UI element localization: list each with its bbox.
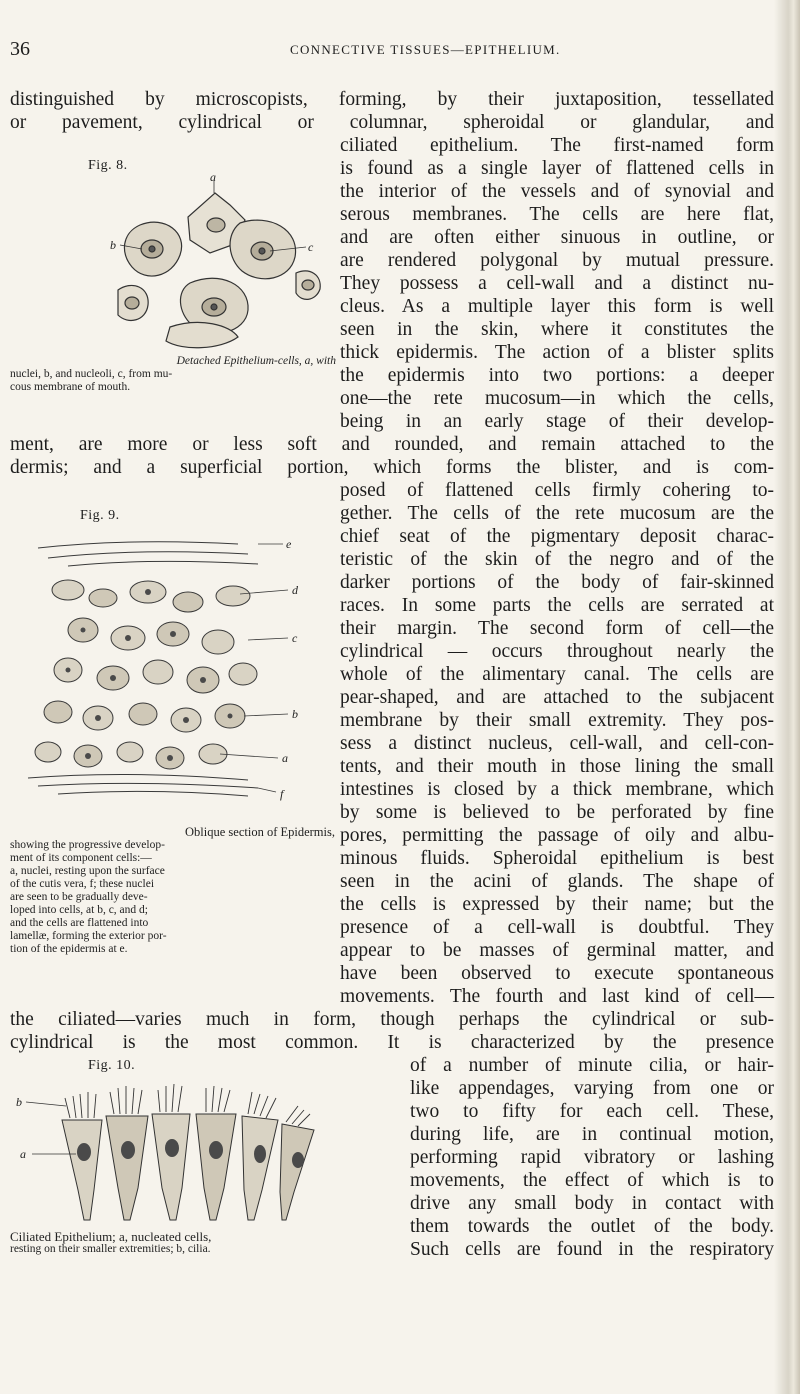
text-line: by some is believed to be perforated by fine (340, 802, 774, 823)
text-line: membrane by their small extremity. They pos- (340, 710, 774, 731)
figure-9-illustration (8, 530, 338, 830)
figure-9-letter-e: e (286, 537, 292, 551)
text-line: seen in the acini of glands. The shape of (340, 871, 774, 892)
text-line: teristic of the skin of the negro and of the (340, 549, 774, 570)
caption-line: nuclei, b, and nucleoli, c, from mu- (10, 368, 173, 380)
text-line: appear to be masses of germinal matter, and (340, 940, 774, 961)
text-line: during life, are in continual motion, (410, 1124, 774, 1145)
figure-10-illustration (10, 1080, 405, 1230)
text-line: chief seat of the pigmentary deposit charac- (340, 526, 774, 547)
figure-8-illustration (110, 175, 335, 353)
text-line: distinguished by microscopists, forming, by their juxtaposition, tessellated (10, 89, 774, 110)
text-line: ment, are more or less soft and rounded, and remain attached to the (10, 434, 774, 455)
text-line: like appendages, varying from one or (410, 1078, 774, 1099)
text-line: is found as a single layer of flattened cells in (340, 158, 774, 179)
page-number: 36 (10, 38, 30, 60)
text-line: cleus. As a multiple layer this form is well (340, 296, 774, 317)
text-line: the epidermis into two portions: a deeper (340, 365, 774, 386)
text-line: the ciliated—varies much in form, though perhaps the cylindrical or sub- (10, 1009, 774, 1030)
caption-line: a, nuclei, resting upon the surface (10, 865, 165, 877)
caption-line: Oblique section of Epidermis, (185, 825, 335, 839)
text-line: cylindrical — occurs throughout nearly the (340, 641, 774, 662)
figure-9-letter-a: a (282, 751, 288, 765)
text-line: whole of the alimentary canal. The cells are (340, 664, 774, 685)
figure-9-caption (10, 826, 335, 956)
text-line: the cells is expressed by their name; but the (340, 894, 774, 915)
figure-8-letter-b: b (110, 238, 116, 252)
text-line: intestines is closed by a thick membrane, which (340, 779, 774, 800)
figure-10-letter-a: a (20, 1147, 26, 1161)
text-line: presence of a cell-wall is doubtful. They (340, 917, 774, 938)
figure-10-letter-b: b (16, 1095, 22, 1109)
figure-8-letter-a: a (210, 175, 216, 184)
text-line: pear-shaped, and are attached to the subjacent (340, 687, 774, 708)
figure-8-letter-c: c (308, 240, 314, 254)
figure-9-letter-b: b (292, 707, 298, 721)
text-line: being in an early stage of their develop- (340, 411, 774, 432)
running-title: CONNECTIVE TISSUES—EPITHELIUM. (290, 42, 561, 57)
text-line: movements. The fourth and last kind of cell— (340, 986, 774, 1007)
text-line: them towards the outlet of the body. (410, 1216, 774, 1237)
figure-10-caption (10, 1230, 406, 1256)
caption-line: lamellæ, forming the exterior por- (10, 930, 167, 942)
text-line: cylindrical is the most common. It is characterized by the presence (10, 1032, 774, 1053)
figure-9-letter-d: d (292, 583, 298, 597)
text-line: of a number of minute cilia, or hair- (410, 1055, 774, 1076)
text-line: ciliated epithelium. The first-named form (340, 135, 774, 156)
text-line: and are often either sinuous in outline, or (340, 227, 774, 248)
figure-9-letter-f: f (280, 787, 284, 801)
text-line: drive any small body in contact with (410, 1193, 774, 1214)
text-line: dermis; and a superficial portion, which forms the blister, and is com- (10, 457, 774, 478)
caption-line: showing the progressive develop- (10, 839, 165, 851)
caption-line: tion of the epidermis at e. (10, 943, 128, 955)
figure-9-label: Fig. 9. (80, 508, 120, 523)
caption-line: Detached Epithelium-cells, a, with (176, 355, 336, 367)
text-line: posed of flattened cells firmly cohering to- (340, 480, 774, 501)
text-line: seen in the skin, where it constitutes the (340, 319, 774, 340)
page-header (0, 38, 800, 62)
text-line: have been observed to execute spontaneous (340, 963, 774, 984)
text-line: thick epidermis. The action of a blister splits (340, 342, 774, 363)
caption-line: resting on their smaller extremities; b, cilia. (10, 1243, 211, 1255)
figure-10-label: Fig. 10. (88, 1058, 136, 1073)
page-edge-shadow (774, 0, 800, 1394)
figure-8-caption (10, 355, 336, 394)
text-line: or pavement, cylindrical or columnar, spheroidal or glandular, and (10, 112, 774, 133)
text-line: movements, the effect of which is to (410, 1170, 774, 1191)
caption-line: of the cutis vera, f; these nuclei (10, 878, 155, 890)
text-line: gether. The cells of the rete mucosum are the (340, 503, 774, 524)
text-line: tents, and their mouth in those lining the small (340, 756, 774, 777)
figure-9-letter-c: c (292, 631, 298, 645)
caption-line: Ciliated Epithelium; a, nucleated cells, (10, 1229, 212, 1244)
caption-line: and the cells are flattened into (10, 917, 149, 929)
caption-line: are seen to be gradually deve- (10, 891, 148, 903)
text-line: one—the rete mucosum—in which the cells, (340, 388, 774, 409)
text-line: Such cells are found in the respiratory (410, 1239, 774, 1260)
text-line: darker portions of the body of fair-skinned (340, 572, 774, 593)
text-line: the interior of the vessels and of synovial and (340, 181, 774, 202)
caption-line: cous membrane of mouth. (10, 381, 131, 393)
caption-line: ment of its component cells:— (10, 852, 152, 864)
text-line: sess a distinct nucleus, cell-wall, and cell-con- (340, 733, 774, 754)
text-line: They possess a cell-wall and a distinct nu- (340, 273, 774, 294)
text-line: pores, permitting the passage of oily and albu- (340, 825, 774, 846)
text-line: races. In some parts the cells are serrated at (340, 595, 774, 616)
text-line: are rendered polygonal by mutual pressure. (340, 250, 774, 271)
text-line: their margin. The second form of cell—the (340, 618, 774, 639)
text-line: two to fifty for each cell. These, (410, 1101, 774, 1122)
text-line: minous fluids. Spheroidal epithelium is best (340, 848, 774, 869)
caption-line: loped into cells, at b, c, and d; (10, 904, 148, 916)
text-line: serous membranes. The cells are here flat, (340, 204, 774, 225)
text-line: performing rapid vibratory or lashing (410, 1147, 774, 1168)
figure-8-label: Fig. 8. (88, 158, 128, 173)
